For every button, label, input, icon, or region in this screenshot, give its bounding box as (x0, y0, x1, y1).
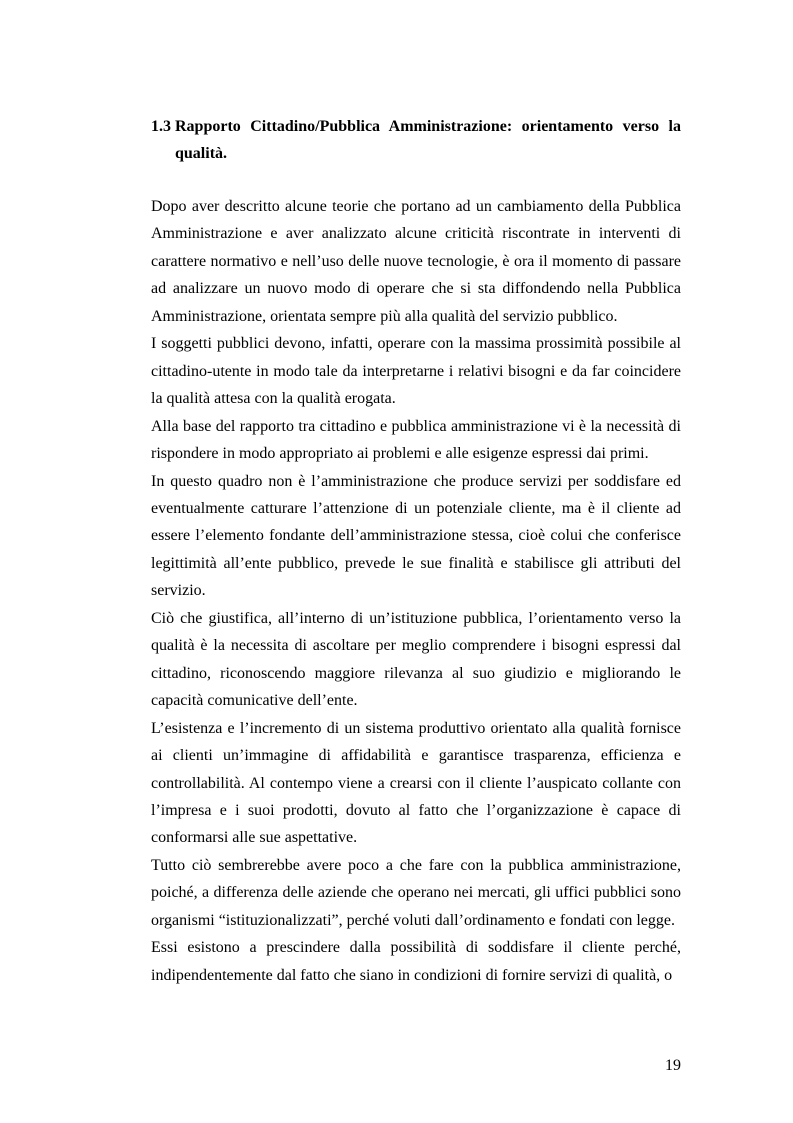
body-text (151, 193, 681, 989)
paragraph: Alla base del rapporto tra cittadino e pubblica amministrazione vi è la necessità di rispondere in modo appropriato ai problemi e alle esigenze espressi dai primi. (151, 417, 681, 463)
section-title: Rapporto Cittadino/Pubblica Amministrazione: orientamento verso la qualità. (175, 118, 681, 162)
paragraph: Tutto ciò sembrerebbe avere poco a che fare con la pubblica amministrazione, poiché, a differenza delle aziende che operano nei mercati, gli uffici pubblici sono organismi “istituzionalizzati”, perché voluti dall’ordinamento e fondati con legge. (151, 856, 681, 929)
section-number: 1.3 (151, 118, 171, 135)
page-number: 19 (665, 1057, 681, 1074)
paragraph: L’esistenza e l’incremento di un sistema produttivo orientato alla qualità fornisce ai clienti un’immagine di affidabilità e garantisce trasparenza, efficienza e controllabilità. Al contempo viene a crearsi con il cliente l’auspicato collante con l’impresa e i suoi prodotti, dovuto al fatto che l’organizzazione è capace di conformarsi alle sue aspettative. (151, 719, 681, 847)
paragraph: In questo quadro non è l’amministrazione che produce servizi per soddisfare ed eventualmente catturare l’attenzione di un potenziale cliente, ma è il cliente ad essere l’elemento fondante dell’amministrazione stessa, cioè colui che conferisce legittimità all’ente pubblico, prevede le sue finalità e stabilisce gli attributi del servizio. (151, 472, 681, 600)
paragraph: Essi esistono a prescindere dalla possibilità di soddisfare il cliente perché, indipendentemente dal fatto che siano in condizioni di fornire servizi di qualità, o (151, 939, 681, 984)
paragraph: Dopo aver descritto alcune teorie che portano ad un cambiamento della Pubblica Amministrazione e aver analizzato alcune criticità riscontrate in interventi di carattere normativo e nell’uso delle nuove tecnologie, è ora il momento di passare ad analizzare un nuovo modo di operare che si sta diffondendo nella Pubblica Amministrazione, orientata sempre più alla qualità del servizio pubblico. (151, 198, 681, 325)
section-heading (151, 113, 681, 167)
paragraph: Ciò che giustifica, all’interno di un’istituzione pubblica, l’orientamento verso la qualità è la necessita di ascoltare per meglio comprendere i bisogni espressi dal cittadino, riconoscendo maggiore rilevanza al suo giudizio e migliorando le capacità comunicative dell’ente. (151, 609, 681, 710)
paragraph: I soggetti pubblici devono, infatti, operare con la massima prossimità possibile al cittadino-utente in modo tale da interpretarne i relativi bisogni e da far coincidere la qualità attesa con la qualità erogata. (151, 335, 681, 408)
